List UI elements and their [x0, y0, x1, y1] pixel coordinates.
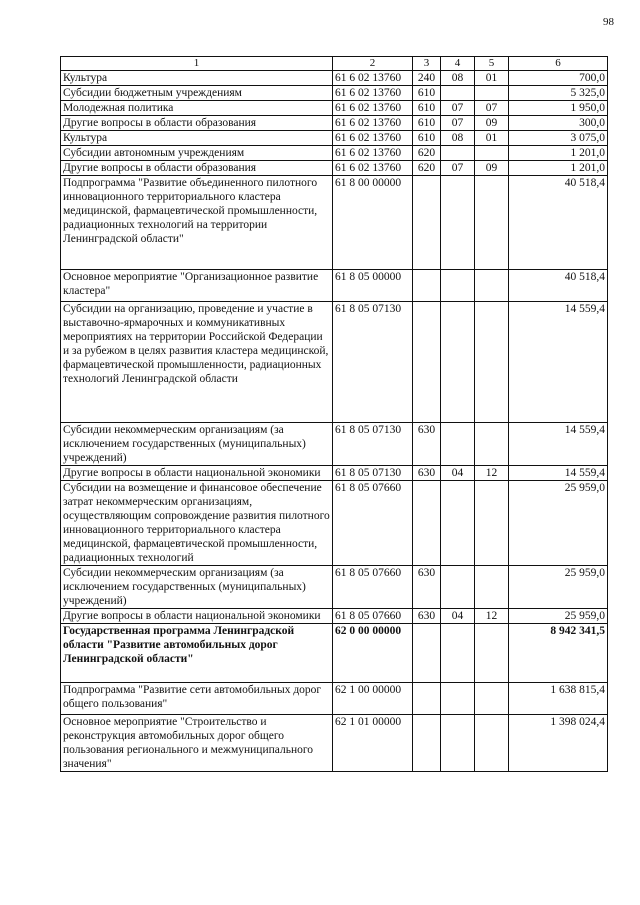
table-row: [61, 176, 608, 270]
table-row: [61, 116, 608, 131]
row-col5: 12: [475, 466, 509, 481]
table-row: [61, 566, 608, 609]
row-code: 61 8 05 00000: [333, 270, 413, 302]
row-name: Субсидии бюджетным учреждениям: [61, 86, 333, 101]
row-col3: [413, 715, 441, 772]
row-col4: [441, 624, 475, 683]
row-name: Молодежная политика: [61, 101, 333, 116]
row-col5: 07: [475, 101, 509, 116]
row-col5: 12: [475, 609, 509, 624]
row-name: Основное мероприятие "Организационное развитие кластера": [61, 270, 333, 302]
table-row: [61, 86, 608, 101]
row-col3: 630: [413, 609, 441, 624]
row-code: 62 0 00 00000: [333, 624, 413, 683]
table-row: [61, 683, 608, 715]
table-row: [61, 131, 608, 146]
header-col-2: 2: [333, 57, 413, 71]
row-amount: 1 201,0: [509, 146, 608, 161]
row-col4: 07: [441, 116, 475, 131]
row-col4: 07: [441, 101, 475, 116]
table-row: [61, 302, 608, 423]
row-col4: [441, 683, 475, 715]
row-col5: [475, 270, 509, 302]
row-code: 61 8 05 07130: [333, 423, 413, 466]
row-col4: [441, 270, 475, 302]
row-code: 61 6 02 13760: [333, 116, 413, 131]
table-row: [61, 101, 608, 116]
row-amount: 25 959,0: [509, 566, 608, 609]
table-row: [61, 609, 608, 624]
row-col4: [441, 715, 475, 772]
row-name: Основное мероприятие "Строительство и реконструкция автомобильных дорог общего пользования регионального и межмуниципального значения": [61, 715, 333, 772]
row-amount: 14 559,4: [509, 423, 608, 466]
row-code: 61 6 02 13760: [333, 131, 413, 146]
row-code: 61 8 00 00000: [333, 176, 413, 270]
row-col4: 08: [441, 131, 475, 146]
row-amount: 40 518,4: [509, 176, 608, 270]
page-number: 98: [603, 16, 614, 28]
row-name: Другие вопросы в области национальной экономики: [61, 466, 333, 481]
row-col3: [413, 481, 441, 566]
row-code: 61 8 05 07130: [333, 466, 413, 481]
row-name: Культура: [61, 71, 333, 86]
row-code: 61 6 02 13760: [333, 71, 413, 86]
row-name: Подпрограмма "Развитие сети автомобильных дорог общего пользования": [61, 683, 333, 715]
row-amount: 25 959,0: [509, 481, 608, 566]
table-row: [61, 270, 608, 302]
row-code: 61 6 02 13760: [333, 86, 413, 101]
row-col3: 610: [413, 116, 441, 131]
header-col-1: 1: [61, 57, 333, 71]
row-amount: 1 398 024,4: [509, 715, 608, 772]
row-col5: [475, 86, 509, 101]
row-name: Субсидии некоммерческим организациям (за исключением государственных (муниципальных) учреждений): [61, 423, 333, 466]
row-amount: 300,0: [509, 116, 608, 131]
row-col3: 630: [413, 566, 441, 609]
row-amount: 700,0: [509, 71, 608, 86]
header-col-6: 6: [509, 57, 608, 71]
row-code: 61 8 05 07130: [333, 302, 413, 423]
row-name: Подпрограмма "Развитие объединенного пилотного инновационного территориального кластера медицинской, фармацевтической промышленности, радиационных технологий на территории Ленинградской области": [61, 176, 333, 270]
header-row: [61, 57, 608, 71]
table-row: [61, 161, 608, 176]
table-row: [61, 624, 608, 683]
row-col5: [475, 715, 509, 772]
row-col3: [413, 176, 441, 270]
row-col3: 630: [413, 423, 441, 466]
row-col5: 09: [475, 116, 509, 131]
row-col3: 630: [413, 466, 441, 481]
header-col-4: 4: [441, 57, 475, 71]
row-col4: 04: [441, 466, 475, 481]
row-col3: 620: [413, 146, 441, 161]
row-code: 61 6 02 13760: [333, 146, 413, 161]
row-amount: 1 950,0: [509, 101, 608, 116]
row-amount: 8 942 341,5: [509, 624, 608, 683]
row-col4: [441, 302, 475, 423]
row-name: Другие вопросы в области национальной экономики: [61, 609, 333, 624]
table-row: [61, 71, 608, 86]
table-row: [61, 481, 608, 566]
row-amount: 40 518,4: [509, 270, 608, 302]
row-amount: 3 075,0: [509, 131, 608, 146]
budget-table: [60, 56, 608, 772]
row-col5: [475, 146, 509, 161]
row-code: 61 8 05 07660: [333, 609, 413, 624]
row-name: Субсидии на возмещение и финансовое обеспечение затрат некоммерческим организациям, осуществляющим сопровождение развития пилотного инновационного территориального кластера медицинской, фармацевтической промышленности, радиационных технологий: [61, 481, 333, 566]
row-col3: 240: [413, 71, 441, 86]
row-name: Другие вопросы в области образования: [61, 116, 333, 131]
row-col3: [413, 683, 441, 715]
row-code: 62 1 00 00000: [333, 683, 413, 715]
row-col4: 08: [441, 71, 475, 86]
row-name: Другие вопросы в области образования: [61, 161, 333, 176]
row-col3: 610: [413, 131, 441, 146]
row-name: Субсидии автономным учреждениям: [61, 146, 333, 161]
row-col5: [475, 176, 509, 270]
row-col5: 01: [475, 71, 509, 86]
row-col4: [441, 176, 475, 270]
row-code: 62 1 01 00000: [333, 715, 413, 772]
table-row: [61, 715, 608, 772]
row-name: Субсидии некоммерческим организациям (за исключением государственных (муниципальных) учреждений): [61, 566, 333, 609]
row-col5: [475, 624, 509, 683]
row-col5: [475, 423, 509, 466]
row-col4: 04: [441, 609, 475, 624]
row-amount: 1 638 815,4: [509, 683, 608, 715]
row-name: Государственная программа Ленинградской области "Развитие автомобильных дорог Ленинградской области": [61, 624, 333, 683]
row-col3: 610: [413, 101, 441, 116]
row-col5: [475, 683, 509, 715]
row-col4: [441, 146, 475, 161]
row-col3: [413, 624, 441, 683]
header-col-3: 3: [413, 57, 441, 71]
row-name: Субсидии на организацию, проведение и участие в выставочно-ярмарочных и коммуникативных мероприятиях на территории Российской Федерации и за рубежом в целях развития кластера медицинской, фармацевтической промышленности, радиационных технологий Ленинградской области: [61, 302, 333, 423]
row-col3: [413, 302, 441, 423]
row-amount: 14 559,4: [509, 302, 608, 423]
row-amount: 5 325,0: [509, 86, 608, 101]
row-col5: 01: [475, 131, 509, 146]
table-row: [61, 146, 608, 161]
row-code: 61 8 05 07660: [333, 566, 413, 609]
table-row: [61, 466, 608, 481]
row-col4: [441, 423, 475, 466]
row-col4: [441, 481, 475, 566]
header-col-5: 5: [475, 57, 509, 71]
row-col3: 620: [413, 161, 441, 176]
row-amount: 14 559,4: [509, 466, 608, 481]
row-col4: 07: [441, 161, 475, 176]
row-col4: [441, 566, 475, 609]
row-name: Культура: [61, 131, 333, 146]
row-code: 61 8 05 07660: [333, 481, 413, 566]
row-col5: 09: [475, 161, 509, 176]
row-col3: [413, 270, 441, 302]
row-col3: 610: [413, 86, 441, 101]
row-amount: 1 201,0: [509, 161, 608, 176]
row-col5: [475, 302, 509, 423]
row-amount: 25 959,0: [509, 609, 608, 624]
row-col4: [441, 86, 475, 101]
row-col5: [475, 566, 509, 609]
row-code: 61 6 02 13760: [333, 161, 413, 176]
row-col5: [475, 481, 509, 566]
table-row: [61, 423, 608, 466]
row-code: 61 6 02 13760: [333, 101, 413, 116]
